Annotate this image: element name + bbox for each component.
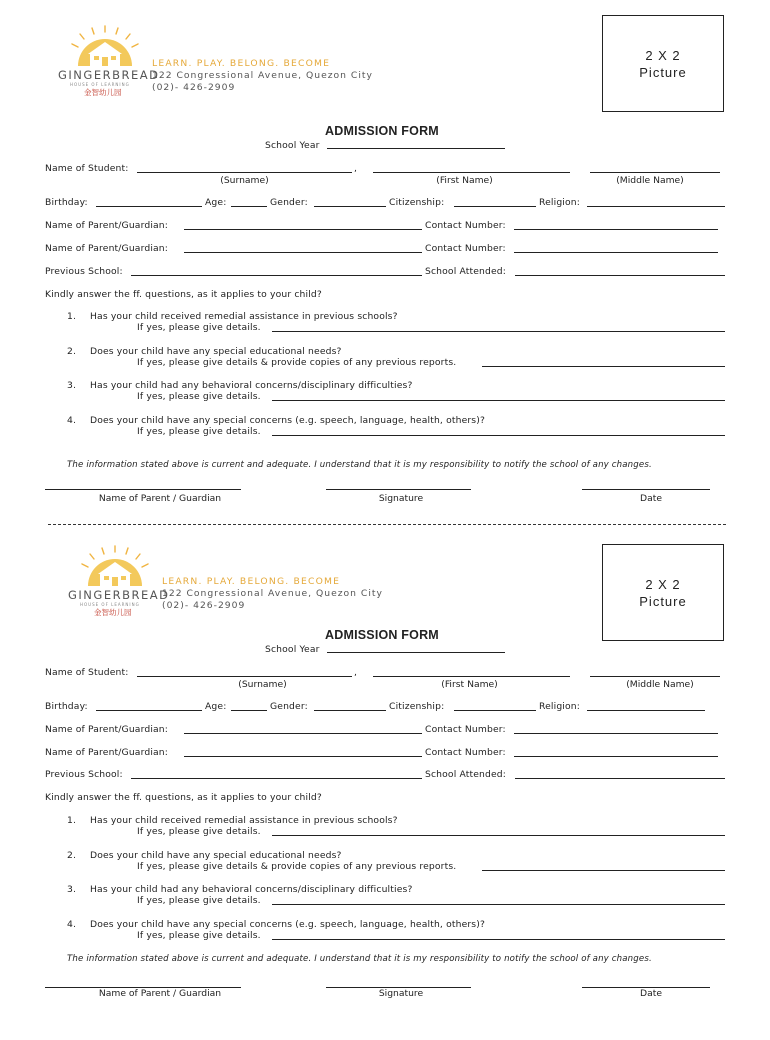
school-phone: (02)- 426-2909	[162, 600, 246, 611]
question-text: Does your child have any special educational needs?	[90, 346, 342, 357]
name-comma: ,	[354, 163, 358, 174]
form-title: ADMISSION FORM	[325, 628, 439, 642]
school-tagline: LEARN. PLAY. BELONG. BECOME	[152, 58, 331, 69]
question-text: Has your child received remedial assistance in previous schools?	[90, 815, 398, 826]
question-detail: If yes, please give details.	[137, 426, 261, 437]
question-number: 3.	[67, 380, 77, 391]
question-4-field[interactable]	[272, 435, 725, 436]
middle-name-caption: (Middle Name)	[626, 679, 694, 690]
birthday-field[interactable]	[96, 206, 202, 207]
signature-caption: Signature	[378, 988, 424, 999]
question-text: Does your child have any special concerns (e.g. speech, language, health, others)?	[90, 919, 485, 930]
first-name-caption: (First Name)	[436, 175, 493, 186]
previous-school-field[interactable]	[131, 778, 422, 779]
question-2-field[interactable]	[482, 870, 725, 871]
question-text: Does your child have any special concerns (e.g. speech, language, health, others)?	[90, 415, 485, 426]
date-field[interactable]	[582, 489, 710, 490]
surname-caption: (Surname)	[220, 175, 269, 186]
contact-2-label: Contact Number:	[425, 243, 506, 254]
question-detail: If yes, please give details.	[137, 391, 261, 402]
school-year-label: School Year	[265, 644, 320, 655]
admission-form-top	[0, 0, 770, 510]
question-number: 1.	[67, 311, 77, 322]
question-detail: If yes, please give details.	[137, 895, 261, 906]
school-chinese-name: 金智幼儿园	[94, 608, 132, 617]
school-logo	[68, 544, 170, 617]
school-attended-field[interactable]	[515, 778, 725, 779]
school-attended-field[interactable]	[515, 275, 725, 276]
parent-signature-caption: Name of Parent / Guardian	[98, 988, 222, 999]
previous-school-label: Previous School:	[45, 266, 123, 277]
middle-name-field[interactable]	[590, 676, 720, 677]
contact-2-field[interactable]	[514, 252, 718, 253]
signature-caption: Signature	[378, 493, 424, 504]
gender-label: Gender:	[270, 197, 308, 208]
gender-field[interactable]	[314, 206, 386, 207]
question-text: Has your child had any behavioral concerns/disciplinary difficulties?	[90, 380, 413, 391]
school-chinese-name: 金智幼儿园	[84, 88, 122, 97]
photo-size-label: 2 X 2	[645, 47, 681, 63]
birthday-label: Birthday:	[45, 197, 88, 208]
surname-caption: (Surname)	[238, 679, 287, 690]
question-detail: If yes, please give details & provide copies of any previous reports.	[137, 861, 457, 872]
parent-1-field[interactable]	[184, 229, 422, 230]
name-comma: ,	[354, 667, 358, 678]
middle-name-field[interactable]	[590, 172, 720, 173]
surname-field[interactable]	[137, 676, 352, 677]
parent-1-field[interactable]	[184, 733, 422, 734]
admission-form-bottom	[0, 530, 770, 1040]
question-detail: If yes, please give details.	[137, 322, 261, 333]
school-name: GINGERBREAD	[58, 68, 160, 82]
school-attended-label: School Attended:	[425, 769, 507, 780]
question-1-field[interactable]	[272, 835, 725, 836]
contact-1-label: Contact Number:	[425, 220, 506, 231]
questions-intro: Kindly answer the ff. questions, as it applies to your child?	[45, 792, 322, 803]
question-3-field[interactable]	[272, 400, 725, 401]
contact-1-field[interactable]	[514, 733, 718, 734]
surname-field[interactable]	[137, 172, 352, 173]
school-tagline: LEARN. PLAY. BELONG. BECOME	[162, 576, 341, 587]
school-address: 122 Congressional Avenue, Quezon City	[162, 588, 383, 599]
contact-2-label: Contact Number:	[425, 747, 506, 758]
contact-1-field[interactable]	[514, 229, 718, 230]
photo-label: Picture	[639, 593, 687, 609]
citizenship-label: Citizenship:	[389, 197, 445, 208]
parent-2-label: Name of Parent/Guardian:	[45, 243, 169, 254]
citizenship-label: Citizenship:	[389, 701, 445, 712]
age-field[interactable]	[231, 206, 267, 207]
signature-field[interactable]	[326, 489, 471, 490]
parent-1-label: Name of Parent/Guardian:	[45, 220, 169, 231]
parent-1-label: Name of Parent/Guardian:	[45, 724, 169, 735]
religion-label: Religion:	[539, 701, 581, 712]
religion-field[interactable]	[587, 206, 725, 207]
question-1-field[interactable]	[272, 331, 725, 332]
first-name-field[interactable]	[373, 172, 570, 173]
school-year-field[interactable]	[327, 148, 505, 149]
question-text: Has your child received remedial assistance in previous schools?	[90, 311, 398, 322]
citizenship-field[interactable]	[454, 710, 536, 711]
school-subtitle: HOUSE OF LEARNING	[80, 602, 140, 607]
photo-size-label: 2 X 2	[645, 576, 681, 592]
religion-label: Religion:	[539, 197, 581, 208]
middle-name-caption: (Middle Name)	[616, 175, 684, 186]
question-detail: If yes, please give details & provide copies of any previous reports.	[137, 357, 457, 368]
school-subtitle: HOUSE OF LEARNING	[70, 82, 130, 87]
age-label: Age:	[205, 701, 227, 712]
gender-field[interactable]	[314, 710, 386, 711]
questions-intro: Kindly answer the ff. questions, as it applies to your child?	[45, 289, 322, 300]
question-number: 3.	[67, 884, 77, 895]
question-text: Does your child have any special educational needs?	[90, 850, 342, 861]
date-caption: Date	[640, 988, 662, 999]
school-phone: (02)- 426-2909	[152, 82, 236, 93]
photo-box[interactable]	[602, 15, 724, 112]
age-label: Age:	[205, 197, 227, 208]
previous-school-field[interactable]	[131, 275, 422, 276]
question-2-field[interactable]	[482, 366, 725, 367]
school-logo	[58, 24, 160, 97]
school-year-label: School Year	[265, 140, 320, 151]
school-attended-label: School Attended:	[425, 266, 507, 277]
parent-signature-caption: Name of Parent / Guardian	[98, 493, 222, 504]
citizenship-field[interactable]	[454, 206, 536, 207]
student-name-label: Name of Student:	[45, 667, 129, 678]
form-title: ADMISSION FORM	[325, 124, 439, 138]
school-address: 122 Congressional Avenue, Quezon City	[152, 70, 373, 81]
contact-2-field[interactable]	[514, 756, 718, 757]
question-number: 1.	[67, 815, 77, 826]
birthday-label: Birthday:	[45, 701, 88, 712]
declaration-text: The information stated above is current and adequate. I understand that it is my responsibility to notify the school of any changes.	[67, 460, 652, 470]
question-number: 4.	[67, 415, 77, 426]
question-3-field[interactable]	[272, 904, 725, 905]
gender-label: Gender:	[270, 701, 308, 712]
photo-box[interactable]	[602, 544, 724, 641]
question-number: 4.	[67, 919, 77, 930]
question-4-field[interactable]	[272, 939, 725, 940]
photo-label: Picture	[639, 64, 687, 80]
first-name-field[interactable]	[373, 676, 570, 677]
sun-house-icon	[58, 24, 153, 74]
question-number: 2.	[67, 346, 77, 357]
parent-signature-field[interactable]	[45, 489, 241, 490]
school-name: GINGERBREAD	[68, 588, 170, 602]
birthday-field[interactable]	[96, 710, 202, 711]
question-detail: If yes, please give details.	[137, 826, 261, 837]
first-name-caption: (First Name)	[441, 679, 498, 690]
sun-house-icon	[68, 544, 163, 594]
cut-line	[48, 524, 726, 525]
question-number: 2.	[67, 850, 77, 861]
contact-1-label: Contact Number:	[425, 724, 506, 735]
question-text: Has your child had any behavioral concerns/disciplinary difficulties?	[90, 884, 413, 895]
previous-school-label: Previous School:	[45, 769, 123, 780]
parent-2-field[interactable]	[184, 756, 422, 757]
parent-2-label: Name of Parent/Guardian:	[45, 747, 169, 758]
age-field[interactable]	[231, 710, 267, 711]
date-caption: Date	[640, 493, 662, 504]
declaration-text: The information stated above is current and adequate. I understand that it is my responsibility to notify the school of any changes.	[67, 954, 652, 964]
school-year-field[interactable]	[327, 652, 505, 653]
question-detail: If yes, please give details.	[137, 930, 261, 941]
student-name-label: Name of Student:	[45, 163, 129, 174]
parent-2-field[interactable]	[184, 252, 422, 253]
religion-field[interactable]	[587, 710, 705, 711]
